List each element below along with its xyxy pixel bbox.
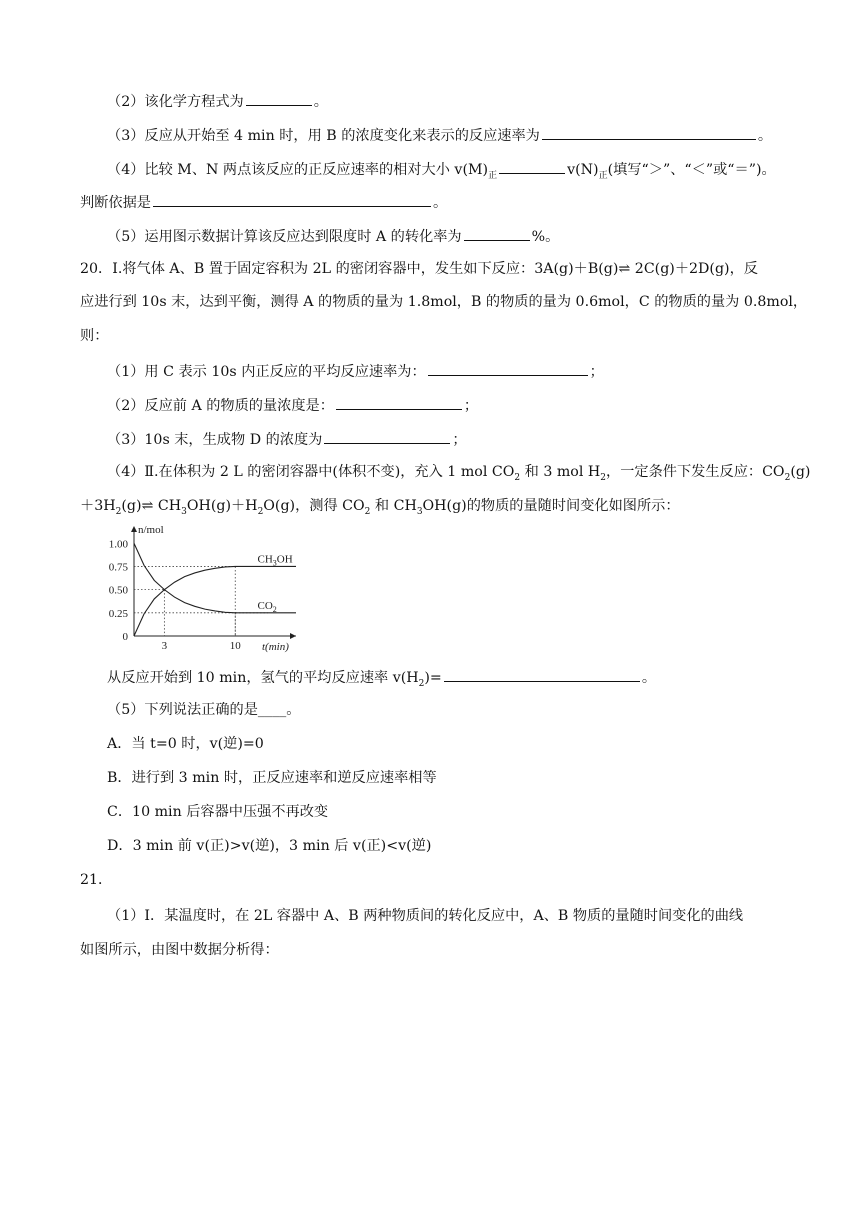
series-label-ch3oh: $CH_3OH$ (257, 553, 293, 568)
option-d[interactable]: D．3 min 前 v(正)>v(逆)，3 min 后 v(正)<v(逆) (107, 838, 432, 854)
q19-4-line-2 (0, 191, 860, 213)
answer-blank[interactable] (499, 158, 565, 174)
punct: 。 (313, 94, 328, 110)
q19-3-text: （3）反应从开始至 4 min 时，用 B 的浓度变化来表示的反应速率为 (107, 128, 540, 144)
subscript: 2 (115, 506, 122, 517)
subscript: 2 (364, 506, 371, 517)
q19-2-text: （2）该化学方程式为 (107, 94, 244, 110)
q20-4-text: (g) (790, 464, 811, 480)
q19-3-line (0, 124, 860, 146)
q20-4-line-2 (0, 496, 860, 516)
subscript: 2 (514, 472, 521, 483)
answer-blank[interactable] (542, 124, 756, 140)
punct: ； (452, 432, 467, 448)
y-tick-label: 0.75 (108, 561, 128, 574)
q20-line-2: 应进行到 10s 末，达到平衡，测得 A 的物质的量为 1.8mol，B 的物质的量为 0.6mol，C 的物质的量为 0.8mol， (80, 294, 808, 310)
q20-4-line (0, 462, 860, 482)
y-axis-arrow (131, 526, 137, 532)
subscript: 3 (181, 506, 187, 517)
q20-4-text: ，一定条件下发生反应：CO (606, 464, 785, 480)
x-axis-arrow (290, 633, 296, 639)
q20-3-text: （3）10s 末，生成物 D 的浓度为 (107, 432, 323, 448)
option-b[interactable]: B．进行到 3 min 时，正反应速率和逆反应速率相等 (107, 770, 437, 786)
answer-blank[interactable] (324, 428, 450, 444)
punct: 。 (432, 195, 448, 211)
subscript: 2 (257, 506, 264, 517)
q20-4-rate-line (0, 666, 860, 688)
q19-4-text: （4）比较 M、N 两点该反应的正反应速率的相对大小 v(M) (107, 162, 489, 178)
punct: 。 (641, 670, 657, 686)
y-tick-label: 0.50 (108, 584, 128, 597)
q20-4-rate-text: )= (424, 670, 442, 686)
q19-5-line (0, 225, 860, 247)
y-tick-label: 0 (122, 631, 128, 643)
subscript: 3 (416, 506, 423, 517)
subscript: 正 (488, 170, 498, 181)
mol-time-chart (96, 524, 316, 656)
q19-4-line (0, 158, 860, 180)
answer-blank[interactable] (153, 191, 431, 207)
q19-2-line (0, 90, 860, 112)
q20-heading: 20．Ⅰ.将气体 A、B 置于固定容积为 2L 的密闭容器中，发生如下反应：3A(g)＋B(g)⇌ 2C(g)＋2D(g)，反 (80, 261, 758, 277)
q20-4-text: 和 CH (370, 498, 417, 514)
y-tick-label: 1.00 (108, 538, 128, 551)
subscript: 2 (418, 678, 425, 689)
punct: ； (589, 364, 604, 380)
subscript: 2 (784, 472, 791, 483)
answer-blank[interactable] (444, 666, 640, 682)
q21-heading: 21． (80, 872, 113, 888)
q20-4-text: 和 3 mol H (520, 464, 601, 480)
x-axis-label: t(min) (262, 641, 289, 653)
x-tick-label: 10 (229, 640, 241, 652)
q20-3-line (0, 428, 860, 450)
q20-4-text: O(g)，测得 CO (263, 498, 365, 514)
q20-1-text: （1）用 C 表示 10s 内正反应的平均反应速率为： (107, 364, 426, 380)
chart-svg (96, 524, 316, 656)
q20-4-text: OH(g)＋H (186, 498, 258, 514)
punct: 。 (757, 128, 773, 144)
option-a[interactable]: A．当 t=0 时，v(逆)=0 (107, 736, 264, 752)
answer-blank[interactable] (336, 394, 462, 410)
q21-1-line-2: 如图所示，由图中数据分析得： (80, 942, 279, 958)
subscript: 正 (598, 170, 608, 181)
y-tick-label: 0.25 (108, 607, 128, 620)
q20-5-line: （5）下列说法正确的是____。 (107, 702, 301, 718)
q20-2-text: （2）反应前 A 的物质的量浓度是： (107, 398, 334, 414)
punct: %。 (531, 229, 560, 245)
y-axis-label: n/mol (138, 524, 164, 536)
subscript: 2 (600, 472, 607, 483)
x-tick-label: 3 (161, 640, 168, 652)
answer-blank[interactable] (246, 90, 312, 106)
q19-4-basis-text: 判断依据是 (80, 195, 151, 211)
q19-4-text-b: v(N) (567, 162, 599, 178)
option-c[interactable]: C．10 min 后容器中压强不再改变 (107, 804, 329, 820)
answer-blank[interactable] (428, 360, 588, 376)
q19-4-text-c: (填写“＞”、“＜”或“＝”)。 (607, 162, 776, 178)
q20-1-line (0, 360, 860, 382)
q21-1-line: （1）Ⅰ．某温度时，在 2L 容器中 A、B 两种物质间的转化反应中，A、B 物质的量随时间变化的曲线 (107, 908, 744, 924)
q20-line-3: 则： (80, 328, 109, 344)
punct: ； (463, 398, 479, 414)
q20-4-text: (g)⇌ CH (121, 498, 182, 514)
series-label-co2: $CO_2$ (257, 599, 277, 614)
q20-2-line (0, 394, 860, 416)
q20-4-text: （4）Ⅱ.在体积为 2 L 的密闭容器中(体积不变)，充入 1 mol CO (107, 464, 515, 480)
q20-4-text: OH(g)的物质的量随时间变化如图所示： (422, 498, 680, 514)
answer-blank[interactable] (464, 225, 530, 241)
q20-4-text: ＋3H (80, 498, 116, 514)
q19-5-text: （5）运用图示数据计算该反应达到限度时 A 的转化率为 (107, 229, 462, 245)
q20-4-rate-text: 从反应开始到 10 min，氢气的平均反应速率 v(H (107, 670, 419, 686)
